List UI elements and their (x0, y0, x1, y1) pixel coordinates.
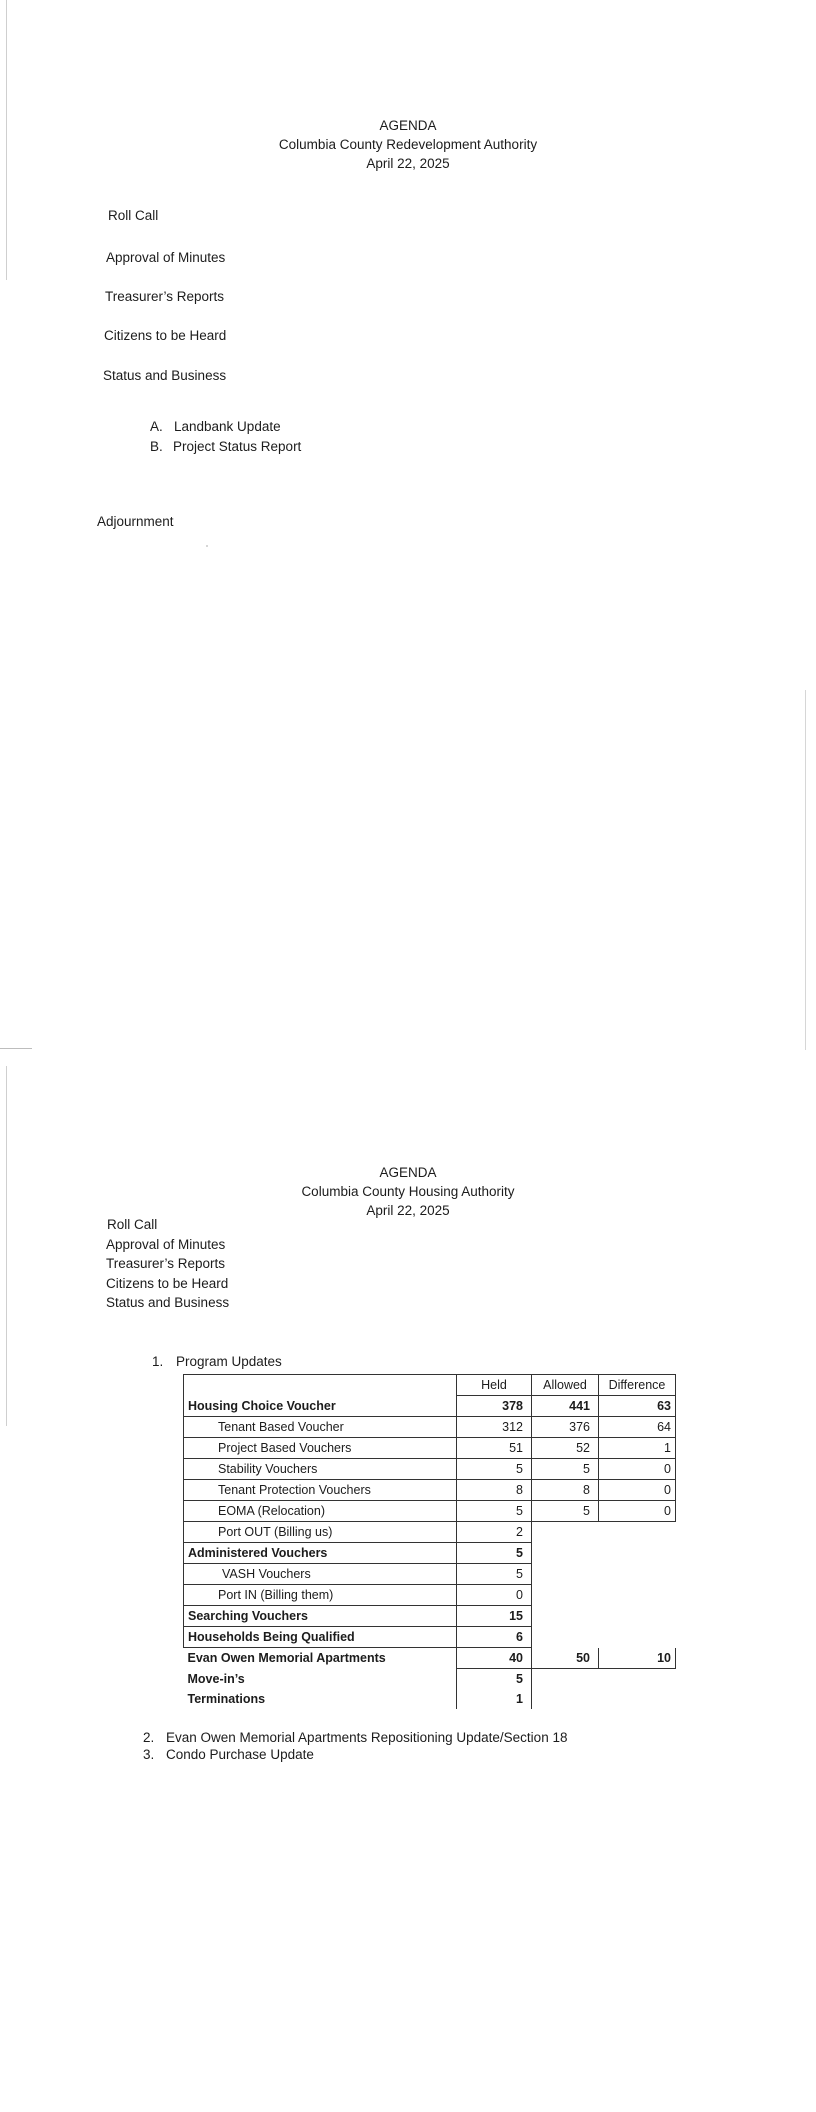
cell-held: 5 (457, 1501, 532, 1522)
organization-name: Columbia County Housing Authority (301, 1184, 515, 1199)
scan-speck (206, 545, 208, 547)
sub-item-landbank-update: Landbank Update (174, 419, 281, 434)
sub-item-project-status-report: Project Status Report (173, 439, 302, 454)
cell-difference: 10 (599, 1648, 676, 1669)
header-difference: Difference (599, 1375, 676, 1396)
cell-allowed: 5 (532, 1501, 599, 1522)
table-row (184, 1627, 676, 1648)
cell-difference: 1 (599, 1438, 676, 1459)
table-header-row (184, 1375, 676, 1396)
empty-block (532, 1627, 676, 1648)
row-label: Terminations (187, 1692, 266, 1706)
table-row (184, 1585, 676, 1606)
cell-held: 5 (457, 1669, 532, 1690)
row-label: Tenant Protection Vouchers (184, 1480, 457, 1501)
numbered-item-program-updates: Program Updates (176, 1354, 282, 1369)
empty-block (532, 1585, 676, 1606)
table-row (184, 1606, 676, 1627)
row-label: Administered Vouchers (184, 1543, 457, 1564)
cell-allowed: 441 (532, 1396, 599, 1417)
agenda-title: AGENDA (379, 118, 437, 133)
cell-held: 2 (457, 1522, 532, 1543)
empty-block (532, 1564, 676, 1585)
row-label: Evan Owen Memorial Apartments (187, 1651, 386, 1666)
table-row (184, 1669, 676, 1690)
row-label: Stability Vouchers (184, 1459, 457, 1480)
table-row (184, 1438, 676, 1459)
cell-held: 15 (457, 1606, 532, 1627)
agenda-item-adjournment: Adjournment (97, 514, 174, 529)
header-allowed: Allowed (532, 1375, 599, 1396)
header-blank (184, 1375, 457, 1396)
numbered-item-marker: 1. (152, 1354, 164, 1369)
table-row (184, 1480, 676, 1501)
cell-difference: 0 (599, 1480, 676, 1501)
program-updates-table (183, 1374, 676, 1709)
cell-held: 5 (457, 1543, 532, 1564)
cell-allowed: 52 (532, 1438, 599, 1459)
cell-held: 378 (457, 1396, 532, 1417)
agenda-item-roll-call: Roll Call (108, 208, 159, 223)
scan-edge-left (6, 1066, 7, 1426)
agenda-item-approval-of-minutes: Approval of Minutes (106, 250, 226, 265)
agenda-item-roll-call: Roll Call (107, 1217, 158, 1232)
cell-held: 51 (457, 1438, 532, 1459)
cell-held: 5 (457, 1459, 532, 1480)
row-label: Households Being Qualified (184, 1627, 457, 1648)
table-row (184, 1648, 676, 1669)
table-row (184, 1689, 676, 1709)
numbered-item-marker: 3. (143, 1747, 155, 1762)
empty-block (532, 1689, 676, 1709)
table-row (184, 1522, 676, 1543)
agenda-item-treasurers-reports: Treasurer’s Reports (105, 289, 225, 304)
cell-allowed: 50 (532, 1648, 599, 1669)
cell-held: 5 (457, 1564, 532, 1585)
cell-held: 6 (457, 1627, 532, 1648)
cell-allowed: 5 (532, 1459, 599, 1480)
table-row (184, 1564, 676, 1585)
cell-held: 1 (457, 1689, 532, 1709)
empty-block (532, 1543, 676, 1564)
cell-difference: 0 (599, 1459, 676, 1480)
agenda-item-status-and-business: Status and Business (103, 368, 227, 383)
scan-mark (0, 1048, 32, 1049)
row-label: Housing Choice Voucher (184, 1396, 457, 1417)
agenda-title: AGENDA (379, 1165, 437, 1180)
cell-held: 40 (457, 1648, 532, 1669)
sub-item-marker: A. (150, 419, 163, 434)
row-label: Tenant Based Voucher (184, 1417, 457, 1438)
row-label: Searching Vouchers (184, 1606, 457, 1627)
agenda-item-citizens-to-be-heard: Citizens to be Heard (106, 1276, 229, 1291)
table-row (184, 1417, 676, 1438)
sub-item-marker: B. (150, 439, 163, 454)
row-label: Port IN (Billing them) (184, 1585, 457, 1606)
row-label: EOMA (Relocation) (184, 1501, 457, 1522)
meeting-date: April 22, 2025 (366, 1203, 450, 1218)
cell-allowed: 376 (532, 1417, 599, 1438)
agenda-item-citizens-to-be-heard: Citizens to be Heard (104, 328, 227, 343)
scan-edge-right (805, 690, 806, 1050)
row-label: Move-in’s (187, 1671, 245, 1686)
cell-held: 8 (457, 1480, 532, 1501)
numbered-item-marker: 2. (143, 1730, 155, 1745)
table-row (184, 1501, 676, 1522)
row-label: Project Based Vouchers (184, 1438, 457, 1459)
table-row (184, 1543, 676, 1564)
agenda-item-treasurers-reports: Treasurer’s Reports (106, 1256, 226, 1271)
empty-block (532, 1669, 676, 1690)
organization-name: Columbia County Redevelopment Authority (278, 137, 538, 152)
agenda-item-approval-of-minutes: Approval of Minutes (106, 1237, 226, 1252)
cell-difference: 0 (599, 1501, 676, 1522)
row-label: Port OUT (Billing us) (184, 1522, 457, 1543)
header-held: Held (457, 1375, 532, 1396)
numbered-item-condo-purchase-update: Condo Purchase Update (166, 1747, 314, 1762)
numbered-item-evan-owen-repositioning: Evan Owen Memorial Apartments Repositioning Update/Section 18 (166, 1730, 568, 1745)
cell-held: 0 (457, 1585, 532, 1606)
table-row (184, 1459, 676, 1480)
cell-difference: 64 (599, 1417, 676, 1438)
agenda-item-status-and-business: Status and Business (106, 1295, 230, 1310)
row-label: VASH Vouchers (184, 1564, 457, 1585)
meeting-date: April 22, 2025 (366, 156, 450, 171)
cell-difference: 63 (599, 1396, 676, 1417)
table-row (184, 1396, 676, 1417)
cell-allowed: 8 (532, 1480, 599, 1501)
empty-block (532, 1522, 676, 1543)
cell-held: 312 (457, 1417, 532, 1438)
empty-block (532, 1606, 676, 1627)
